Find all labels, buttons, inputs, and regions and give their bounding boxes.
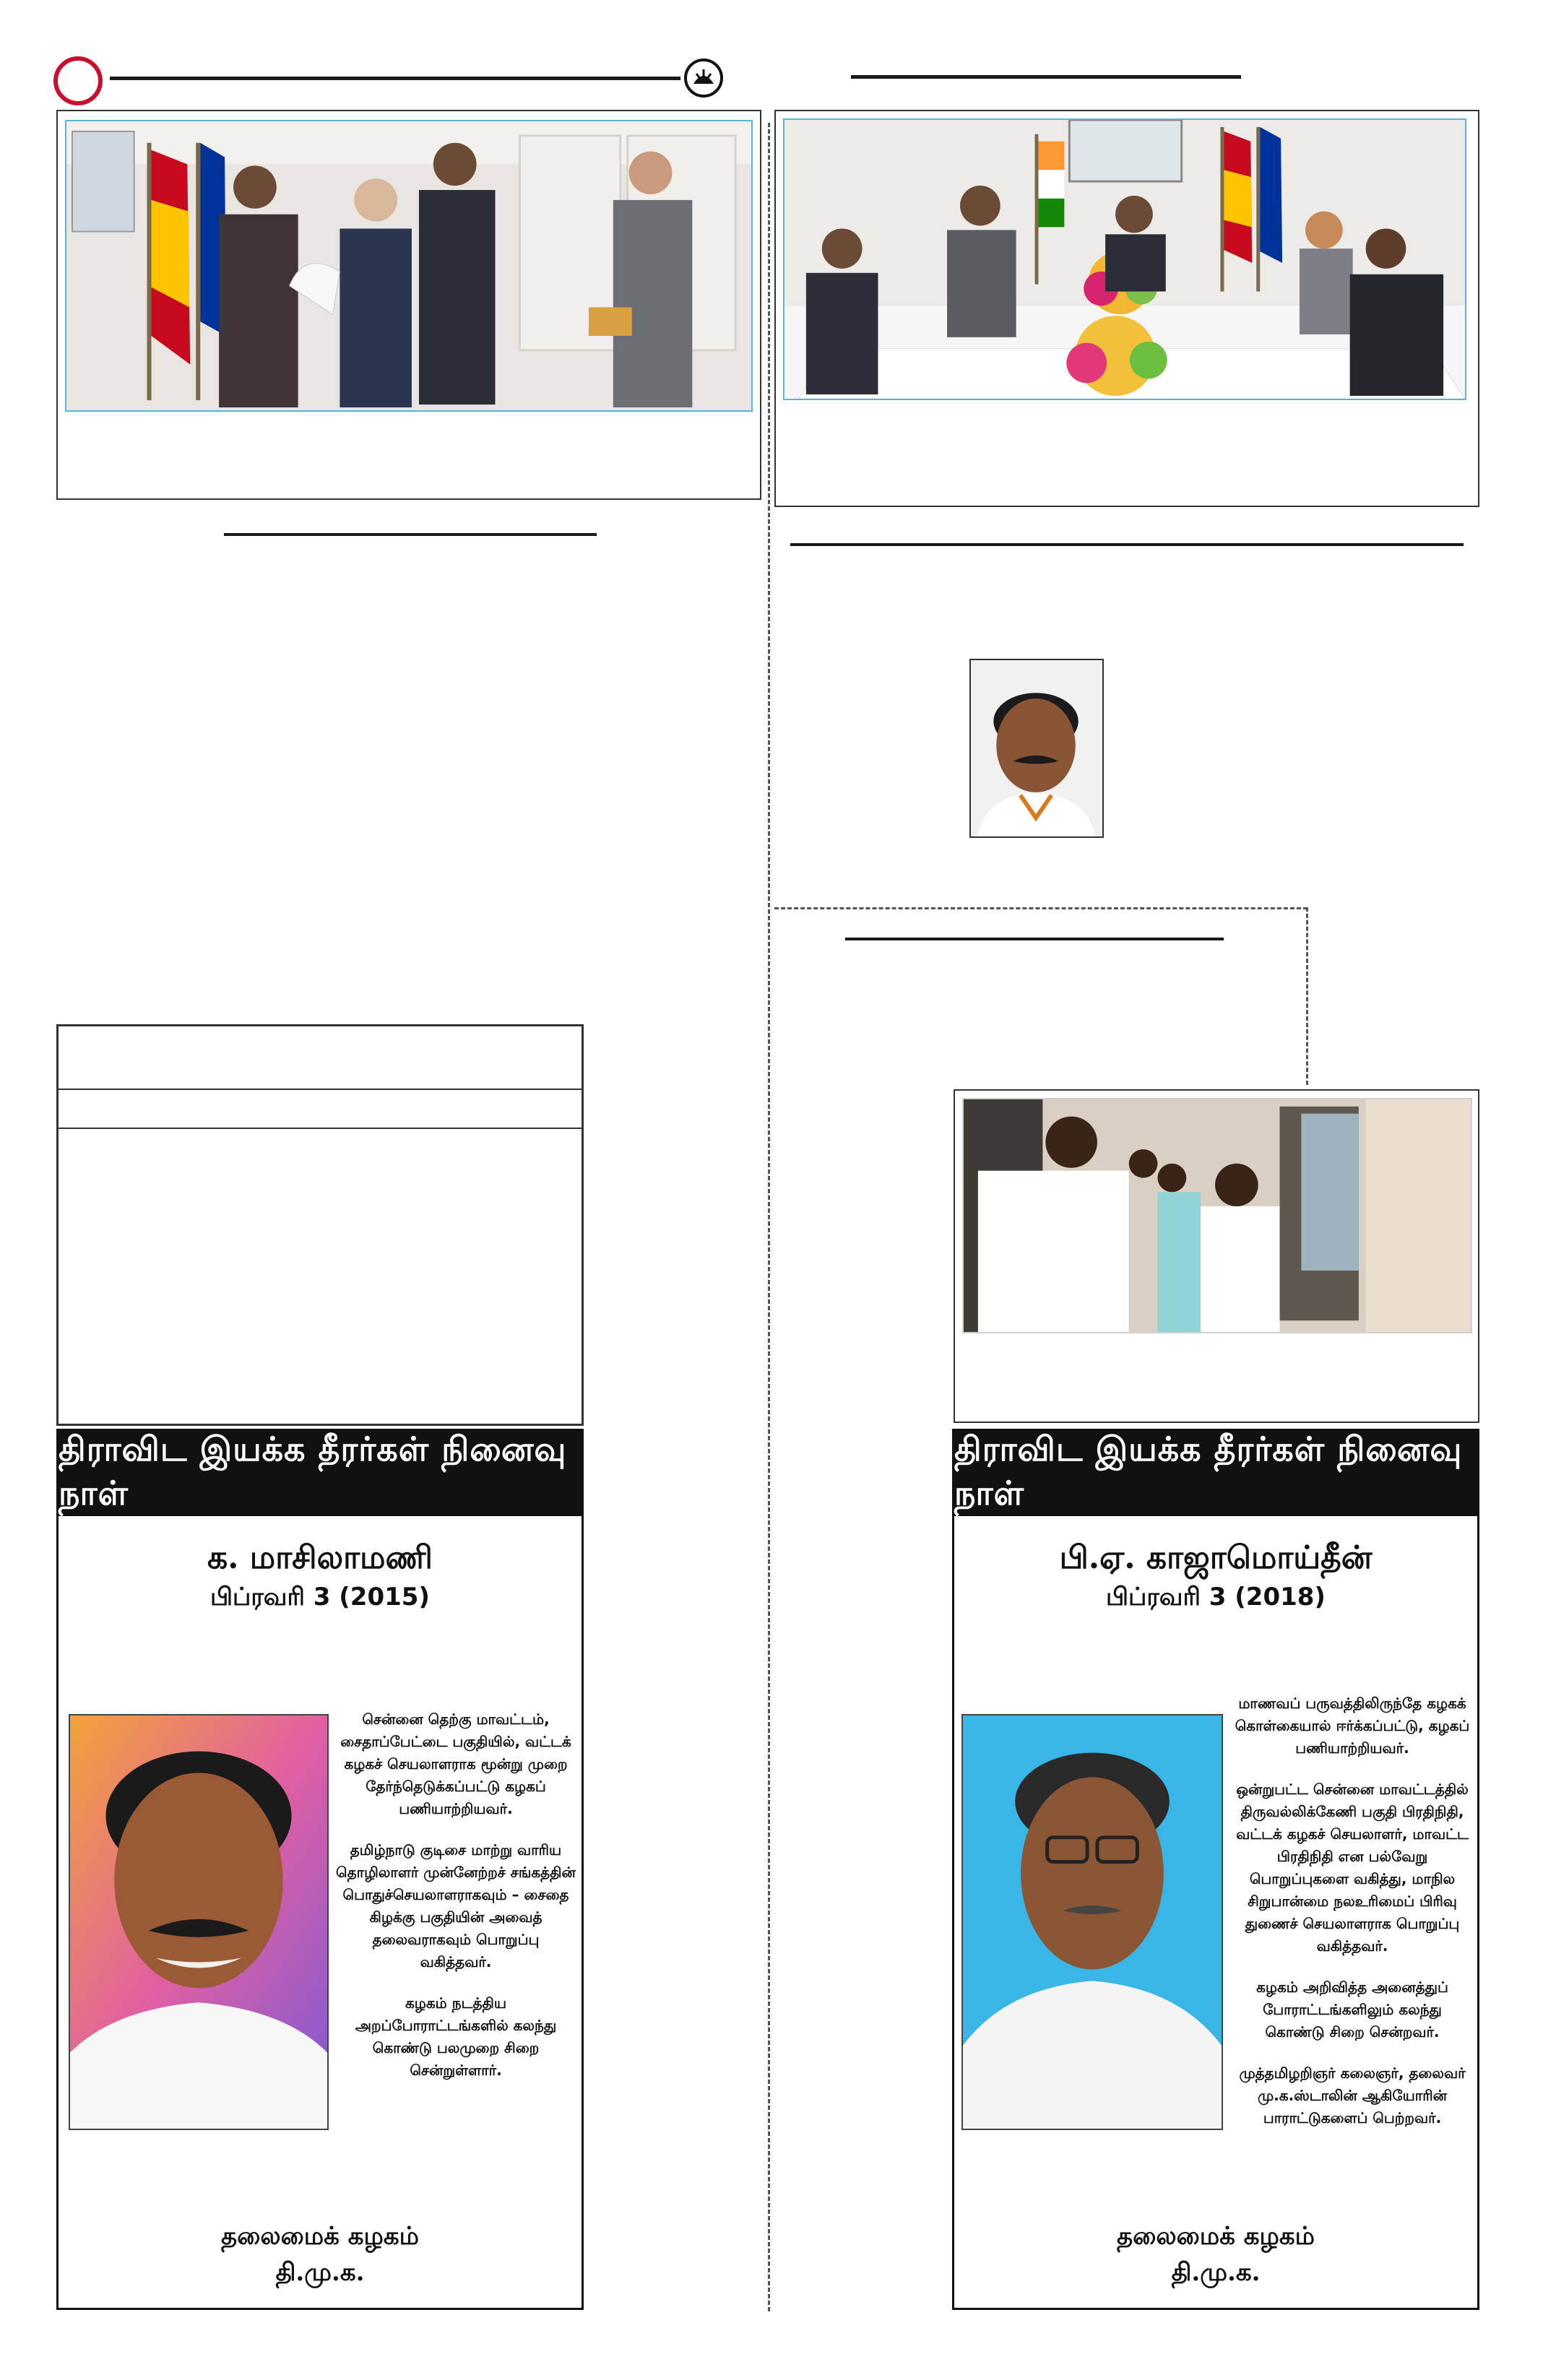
memorial-heading: திராவிட இயக்க தீரர்கள் நினைவு நாள் <box>954 1431 1477 1516</box>
memorial-bio-paragraph: கழகம் நடத்திய அறப்போராட்டங்களில் கலந்து கொண்டு பலமுறை சிறை சென்றுள்ளார். <box>355 1994 557 2079</box>
left-info-box-row1-divider <box>59 1089 582 1090</box>
memorial-bio <box>334 1708 577 2100</box>
photo-meeting-table <box>783 118 1466 400</box>
photo-box-left <box>56 110 761 500</box>
memorial-bio-paragraph: கழகம் அறிவித்த அனைத்துப் போராட்டங்களிலும் கலந்து கொண்டு சிறை சென்றவர். <box>1256 1978 1448 2041</box>
memorial-footer-party: தி.மு.க. <box>1171 2258 1261 2287</box>
photo-box-right-lower <box>954 1089 1479 1423</box>
memorial-footer <box>59 2218 582 2290</box>
memorial-bio-paragraph: முத்தமிழறிஞர் கலைஞர், தலைவர் மு.க.ஸ்டாலின் ஆகியோரின் பாராட்டுகளைப் பெற்றவர். <box>1239 2064 1466 2126</box>
memorial-card-left <box>56 1429 584 2310</box>
photo-box-right <box>774 110 1479 507</box>
memorial-bio-paragraph: மாணவப் பருவத்திலிருந்தே கழகக் கொள்கையால் ஈர்க்கப்பட்டு, கழகப் பணியாற்றியவர். <box>1235 1695 1470 1757</box>
memorial-name: பி.ஏ. காஜாமொய்தீன் <box>1059 1539 1373 1576</box>
right-headline-rule <box>790 543 1464 546</box>
memorial-portrait <box>69 1714 329 2130</box>
party-emblem <box>683 58 724 98</box>
memorial-footer-org: தலைமைக் கழகம் <box>1117 2222 1315 2251</box>
memorial-bio-paragraph: ஒன்றுபட்ட சென்னை மாவட்டத்தில் திருவல்லிக்கேணி பகுதி பிரதிநிதி, வட்டக் கழகச் செயலாளர், மாவட்ட பிரதிநிதி என பல்வேறு பொறுப்புகளை வகித்து, மாநில சிறுபான்மை நலஉரிமைப் பிரிவு துணைச் செயலாளராக பொறுப்பு வகித்தவர். <box>1236 1780 1469 1955</box>
memorial-bio <box>1232 1692 1473 2148</box>
right-section-dash-top <box>774 907 1308 909</box>
memorial-date: பிப்ரவரி 3 (2015) <box>210 1583 430 1611</box>
memorial-bio-paragraph: சென்னை தெற்கு மாவட்டம், சைதாப்பேட்டை பகுதியில், வட்டக் கழகச் செயலாளராக மூன்று முறை தேர்ந்தெடுக்கப்பட்டு கழகப் பணியாற்றியவர். <box>340 1710 571 1817</box>
right-section-dash-side <box>1306 907 1308 1085</box>
memorial-footer-org: தலைமைக் கழகம் <box>221 2222 419 2251</box>
photo-delegation-greeting <box>65 120 753 412</box>
right-subhead-rule <box>845 938 1224 940</box>
memorial-name: க. மாசிலாமணி <box>207 1539 433 1576</box>
portrait-thumbnail <box>969 659 1104 838</box>
rising-sun-emblem-icon <box>683 58 724 98</box>
memorial-card-right <box>952 1429 1479 2310</box>
memorial-date: பிப்ரவரி 3 (2018) <box>1106 1583 1326 1611</box>
header-rule-left <box>110 77 680 80</box>
left-info-box-row2-divider <box>59 1128 582 1129</box>
memorial-bio-paragraph: தமிழ்நாடு குடிசை மாற்று வாரிய தொழிலாளர் முன்னேற்றச் சங்கத்தின் பொதுச்செயலாளராகவும் – சைதை கிழக்கு பகுதியின் அவைத் தலைவராகவும் பொறுப்பு வகித்தவர். <box>336 1841 576 1970</box>
left-headline-rule <box>224 533 597 536</box>
masthead-logo <box>53 56 103 105</box>
memorial-heading: திராவிட இயக்க தீரர்கள் நினைவு நாள் <box>59 1431 582 1516</box>
circle-logo-icon <box>68 71 88 91</box>
memorial-footer <box>954 2218 1477 2290</box>
column-divider <box>768 123 770 2311</box>
photo-party-meeting <box>962 1098 1472 1333</box>
left-info-box <box>56 1024 584 1426</box>
header-rule-right <box>851 75 1241 79</box>
memorial-portrait <box>961 1714 1223 2130</box>
memorial-footer-party: தி.மு.க. <box>275 2258 365 2287</box>
